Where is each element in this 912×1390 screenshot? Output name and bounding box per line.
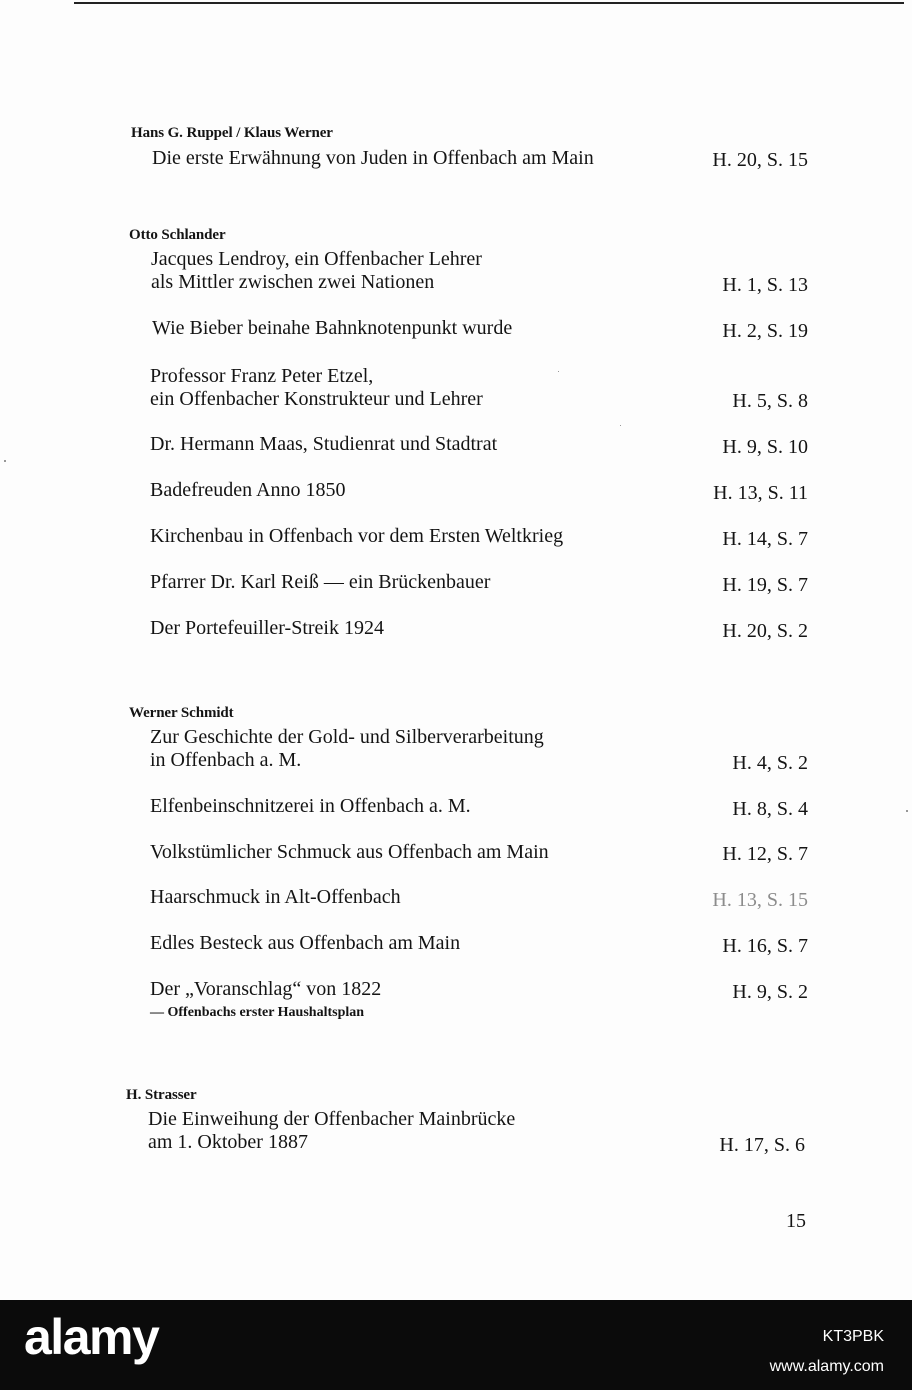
scan-speck [558, 371, 559, 372]
article-subnote: — Offenbachs erster Haushaltsplan [150, 1005, 365, 1020]
article-title: am 1. Oktober 1887 [148, 1131, 308, 1153]
article-ref: H. 2, S. 19 [722, 320, 808, 342]
article-title: Der Portefeuiller-Streik 1924 [150, 617, 384, 639]
article-title: Professor Franz Peter Etzel, [150, 365, 374, 387]
page-number: 15 [786, 1210, 806, 1232]
article-title: Kirchenbau in Offenbach vor dem Ersten Weltkrieg [150, 525, 564, 547]
article-title: Haarschmuck in Alt-Offenbach [150, 886, 401, 908]
article-ref: H. 8, S. 4 [732, 798, 808, 820]
article-title: Dr. Hermann Maas, Studienrat und Stadtrat [150, 433, 498, 455]
article-ref: H. 9, S. 2 [732, 981, 808, 1003]
site-url: www.alamy.com [769, 1358, 884, 1375]
article-title: Pfarrer Dr. Karl Reiß — ein Brückenbauer [150, 571, 491, 593]
scan-speck [906, 810, 908, 812]
author-werner-schmidt: Werner Schmidt [129, 705, 234, 721]
article-ref: H. 20, S. 2 [722, 620, 808, 642]
top-rule [74, 2, 904, 4]
article-title: als Mittler zwischen zwei Nationen [151, 271, 435, 293]
article-ref: H. 16, S. 7 [722, 935, 808, 957]
article-ref: H. 19, S. 7 [722, 574, 808, 596]
article-title: Volkstümlicher Schmuck aus Offenbach am Main [150, 841, 549, 863]
author-otto-schlander: Otto Schlander [129, 227, 226, 243]
article-title: Zur Geschichte der Gold- und Silberverarbeitung [150, 726, 544, 748]
footer-meta [770, 1322, 884, 1382]
scan-speck [4, 460, 6, 462]
author-ruppel-werner: Hans G. Ruppel / Klaus Werner [131, 125, 333, 141]
article-ref: H. 13, S. 11 [713, 482, 808, 504]
article-title: Badefreuden Anno 1850 [150, 479, 346, 501]
image-id: KT3PBK [822, 1328, 884, 1345]
article-title: Jacques Lendroy, ein Offenbacher Lehrer [151, 248, 482, 270]
article-ref: H. 4, S. 2 [732, 752, 808, 774]
article-title: Wie Bieber beinahe Bahnknotenpunkt wurde [152, 317, 513, 339]
article-ref: H. 5, S. 8 [732, 390, 808, 412]
article-ref: H. 14, S. 7 [722, 528, 808, 550]
article-title: in Offenbach a. M. [150, 749, 302, 771]
article-ref: H. 1, S. 13 [722, 274, 808, 296]
article-ref: H. 12, S. 7 [722, 843, 808, 865]
article-ref: H. 9, S. 10 [722, 436, 808, 458]
article-title: Elfenbeinschnitzerei in Offenbach a. M. [150, 795, 471, 817]
article-ref: H. 13, S. 15 [712, 889, 808, 911]
article-title: Die erste Erwähnung von Juden in Offenbach am Main [152, 147, 594, 169]
article-title: Edles Besteck aus Offenbach am Main [150, 932, 461, 954]
alamy-logo: alamy [24, 1309, 159, 1365]
article-title: Der „Voranschlag“ von 1822 [150, 978, 382, 1000]
article-title: ein Offenbacher Konstrukteur und Lehrer [150, 388, 483, 410]
author-h-strasser: H. Strasser [126, 1087, 197, 1103]
article-title: Die Einweihung der Offenbacher Mainbrücke [148, 1108, 516, 1130]
scan-speck [620, 425, 621, 426]
article-ref: H. 20, S. 15 [712, 149, 808, 171]
article-ref: H. 17, S. 6 [719, 1134, 805, 1156]
